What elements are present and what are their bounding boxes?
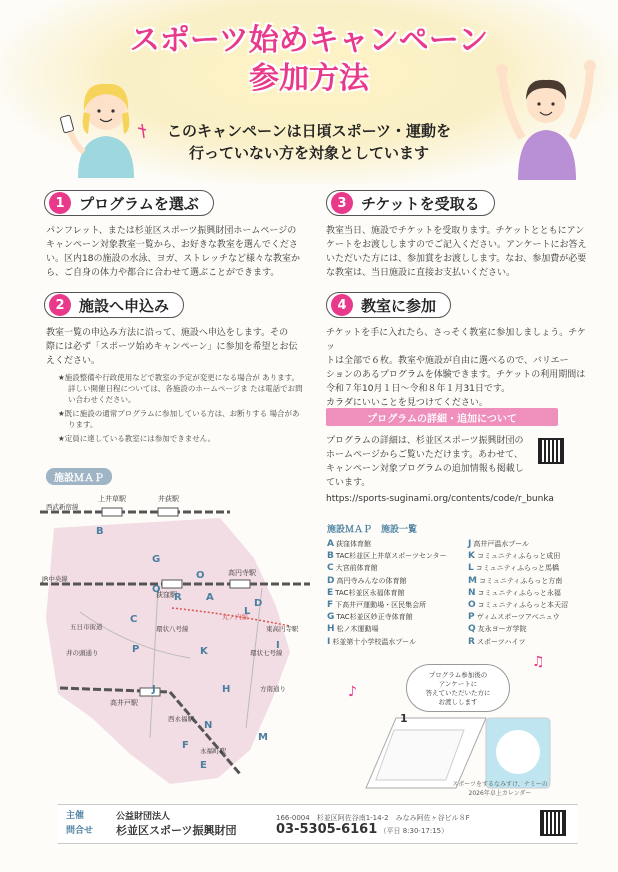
step-4-line: トは全部で６枚。教室や施設が自由に選べるので、バリエー — [326, 356, 569, 366]
step-1-title: プログラムを選ぶ — [79, 194, 199, 213]
facility-letter: P — [468, 612, 475, 623]
step-4-line: ションのあるプログラムを体験できます。チケットの利用期間は — [326, 370, 586, 380]
facility-name: ヴィムスポーツアベニュウ — [476, 613, 560, 622]
road-label: 井の頭通り — [66, 649, 99, 657]
facility-name: 大宮前体育館 — [335, 564, 378, 573]
caption-line: スポーツをするなみすけ、ナミーの — [452, 781, 548, 788]
facility-name: 杉並第十小学校温水プール — [332, 637, 417, 646]
details-line: ホームページからご覧いただけます。あわせて、 — [326, 450, 523, 460]
map-marker-e: E — [200, 760, 207, 771]
map-marker-c: C — [130, 614, 138, 625]
map-marker-k: K — [200, 646, 208, 657]
map-marker-h: H — [222, 684, 231, 695]
subtitle — [0, 120, 618, 164]
facility-name: コミュニティふらっと永福 — [477, 588, 561, 597]
step-1-heading — [44, 190, 214, 216]
title-line1: スポーツ始めキャンペーン — [129, 23, 489, 58]
music-note-icon: ♫ — [532, 654, 545, 670]
calendar-month: 1 — [400, 712, 408, 725]
line-label: 丸ノ内線 — [222, 613, 248, 621]
map-marker-p: P — [132, 644, 140, 655]
step-3-line: な教室は、当日施設に直接お支払いください。 — [326, 268, 516, 278]
step-4-line: チケットを手に入れたら、さっそく教室に参加しましょう。チケッ — [326, 328, 586, 352]
facility-item — [327, 611, 465, 623]
facility-letter: N — [468, 587, 476, 598]
facility-name: コミュニティふらっと方南 — [478, 576, 563, 585]
facility-item — [327, 623, 465, 635]
facility-name: 高井戸温水プール — [473, 540, 530, 548]
facility-letter: E — [327, 587, 334, 598]
step-2-line: えください。 — [46, 356, 101, 366]
facility-name: 友永ヨーガ学院 — [477, 625, 527, 634]
map-marker-n: N — [204, 720, 213, 731]
step-3-text — [326, 224, 588, 280]
footer-address: 166-0004 杉並区阿佐谷南1-14-2 みなみ阿佐ヶ谷ビル８F — [276, 813, 470, 822]
facility-item — [327, 575, 465, 587]
facility-name: TAC杉並区永福体育館 — [335, 588, 405, 597]
step-4-line: 令和７年10月１日～令和８年１月31日です。 — [326, 384, 511, 394]
details-banner: プログラムの詳細・追加について — [326, 408, 558, 426]
bubble-line: プログラム参加後の — [428, 671, 488, 679]
details-line: ています。 — [326, 478, 371, 488]
footer-contact — [276, 812, 578, 837]
station-label: 高円寺駅 — [228, 569, 256, 577]
station-label: 永福町駅 — [200, 747, 226, 755]
facility-name: 荻窪体育館 — [335, 540, 371, 548]
map-marker-g: G — [152, 554, 161, 565]
road-label: 五日市街道 — [70, 623, 103, 631]
facility-item — [327, 636, 465, 648]
details-line: プログラムの詳細は、杉並区スポーツ振興財団の — [326, 436, 524, 446]
facility-item — [468, 575, 586, 587]
step-4-number: 4 — [331, 294, 353, 316]
facility-letter: B — [327, 551, 334, 562]
road-label: 環状八号線 — [156, 625, 189, 633]
facility-item — [327, 599, 465, 611]
step-2-text — [46, 326, 308, 368]
step-2-line: 際には必ず「スポーツ始めキャンペーン」に参加を希望とお伝 — [46, 342, 298, 352]
map-marker-l: L — [244, 606, 251, 617]
map-marker-q: Q — [152, 584, 161, 595]
footer — [58, 804, 578, 844]
facility-item — [327, 562, 465, 574]
step-1-line: パンフレット、または杉並区スポーツ振興財団ホームページの — [46, 226, 297, 236]
details-text — [326, 434, 536, 490]
facility-list-right — [468, 538, 586, 648]
step-4-heading — [326, 292, 451, 318]
footer-tags — [58, 809, 106, 839]
footer-phone[interactable]: 03-5305-6161 — [276, 821, 378, 837]
facility-letter: D — [327, 575, 335, 586]
facility-name: コミュニティふらっと馬橋 — [475, 564, 560, 573]
facility-letter: H — [327, 624, 335, 635]
bubble-line: お渡しします — [438, 698, 478, 706]
station-label: 荻窪駅 — [156, 591, 177, 599]
facility-item — [327, 587, 465, 599]
step-1-text — [46, 224, 308, 280]
step-4-text — [326, 326, 588, 410]
facility-letter: Q — [468, 624, 476, 635]
facility-letter: O — [468, 600, 476, 611]
step-3-line: いただいた方には、参加賞をお渡しします。なお、参加費が必要 — [326, 254, 587, 264]
map-marker-a: A — [206, 592, 214, 603]
title-line2: 参加方法 — [249, 61, 369, 96]
step-1-number: 1 — [49, 192, 71, 214]
facility-item — [327, 538, 465, 550]
facility-name: コミュニティふらっと本天沼 — [477, 601, 568, 610]
facility-letter: M — [468, 575, 477, 586]
subtitle-line1: このキャンペーンは日頃スポーツ・運動を — [166, 122, 452, 140]
map-marker-i: I — [276, 640, 280, 651]
map-marker-b: B — [96, 526, 104, 537]
station-label: 西永福駅 — [168, 715, 194, 723]
facility-name: 高円寺みんなの体育館 — [336, 576, 407, 585]
step-1-line: い。区内18の施設の水泳、ヨガ、ストレッチなど様々な教室か — [46, 254, 301, 264]
step-3-heading — [326, 190, 495, 216]
facility-item — [468, 611, 586, 623]
facility-item — [468, 550, 586, 562]
map-marker-d: D — [254, 598, 263, 609]
road-label: 方南通り — [260, 685, 286, 693]
subtitle-line2: 行っていない方を対象としています — [188, 144, 429, 162]
notes-list — [58, 372, 304, 447]
map-overlay — [40, 488, 312, 790]
facility-name: コミュニティふらっと成田 — [476, 552, 561, 561]
qr-code-icon[interactable] — [538, 438, 564, 464]
org-name: 杉並区スポーツ振興財団 — [116, 824, 237, 837]
facility-name: TAC杉並区上井草スポーツセンター — [335, 552, 447, 561]
step-1-line: ら、ご自身の体力や都合に合わせて選ぶことができます。 — [46, 268, 280, 278]
facility-letter: R — [468, 636, 475, 647]
footer-qr-code-icon[interactable] — [540, 810, 566, 836]
step-2-line: 教室一覧の申込み方法に沿って、施設へ申込をします。その — [46, 328, 289, 338]
facility-letter: F — [327, 600, 334, 611]
road-label: 環状七号線 — [250, 649, 283, 657]
step-2-number: 2 — [49, 294, 71, 316]
note-item: ★既に施設の通常プログラムに参加している方は、お断りする 場合があります。 — [58, 409, 300, 429]
facility-name: 下高井戸運動場・区民集会所 — [335, 601, 427, 610]
facility-letter: J — [468, 539, 472, 549]
promo-speech-bubble — [406, 664, 510, 712]
step-3-line: 教室当日、施設でチケットを受取ります。チケットとともにアン — [326, 226, 585, 236]
map-marker-o: O — [196, 570, 205, 581]
note-item: ★施設整備や行政使用などで教室の予定が変更になる場合が あります。詳しい開催日程については、各施設のホームページま たは電話でお問い合わせください。 — [58, 373, 303, 404]
bubble-line: 答えていただいた方に — [425, 689, 491, 697]
footer-tag-organizer: 主催 — [66, 811, 85, 821]
station-label: 東高円寺駅 — [266, 625, 299, 633]
facility-item — [468, 636, 586, 648]
map-marker-f: F — [182, 740, 189, 751]
step-2-heading — [44, 292, 184, 318]
facility-letter: G — [327, 612, 335, 623]
facility-name: TAC杉並区妙正寺体育館 — [336, 613, 413, 622]
facility-letter: C — [327, 563, 334, 574]
details-line: キャンペーン対象プログラムの追加情報も掲載し — [326, 464, 524, 474]
promo-caption — [420, 780, 580, 798]
line-label: JR中央線 — [42, 575, 68, 583]
facility-list-left — [327, 538, 465, 648]
note-item: ★定員に達している教室には参加できません。 — [58, 434, 216, 443]
facility-item — [468, 599, 586, 611]
step-3-number: 3 — [331, 192, 353, 214]
step-4-title: 教室に参加 — [361, 296, 437, 315]
facility-item — [327, 550, 465, 562]
facility-item — [468, 538, 586, 550]
footer-hours: （平日 8:30-17:15） — [379, 826, 449, 835]
music-note-icon: ♪ — [348, 684, 357, 700]
step-3-title: チケットを受取る — [361, 194, 480, 213]
station-label: 高井戸駅 — [110, 699, 138, 707]
facility-item — [468, 562, 586, 574]
caption-line: 2026年卓上カレンダー — [468, 790, 532, 797]
facility-item — [468, 623, 586, 635]
footer-organization — [106, 810, 276, 838]
org-type: 公益財団法人 — [116, 812, 171, 822]
line-label: 西武新宿線 — [46, 503, 79, 511]
map-marker-r: R — [174, 592, 182, 603]
step-3-line: ケートをお渡ししますのでご記入ください。アンケートにお答え — [326, 240, 587, 250]
map-marker-j: J — [152, 684, 156, 695]
facility-item — [468, 587, 586, 599]
step-2-title: 施設へ申込み — [79, 296, 170, 315]
bubble-line: アンケートに — [438, 680, 478, 688]
step-4-line: カラダにいいことを見つけてください。 — [326, 398, 488, 408]
map-marker-m: M — [258, 732, 268, 743]
footer-tag-inquiry: 問合せ — [66, 826, 94, 836]
facility-name: 松ノ木運動場 — [336, 625, 379, 634]
details-url-link[interactable]: https://sports-suginami.org/contents/code/r_bunka — [326, 494, 554, 504]
facility-letter: K — [468, 551, 475, 562]
station-label: 上井草駅 — [98, 495, 126, 503]
map-label: 施設ＭＡＰ — [46, 468, 112, 485]
station-label: 井荻駅 — [158, 495, 179, 503]
step-1-line: キャンペーン対象教室一覧から、お好きな教室を選んでくださ — [46, 240, 298, 250]
facility-letter: A — [327, 539, 334, 549]
facility-letter: I — [327, 636, 331, 647]
facility-list-title: 施設ＭＡＰ 施設一覧 — [327, 525, 418, 535]
facility-letter: L — [468, 563, 474, 574]
facility-name: スポーツハイツ — [476, 637, 526, 646]
